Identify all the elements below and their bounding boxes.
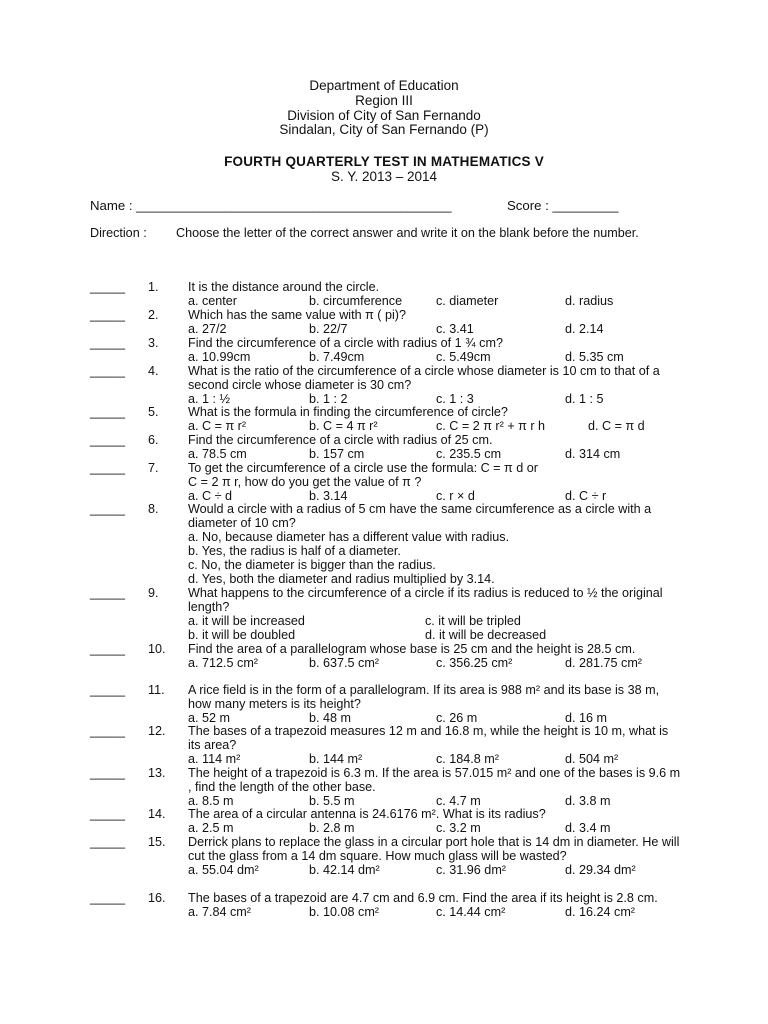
option-d: d. 3.4 m xyxy=(565,820,611,835)
answer-blank[interactable]: _____ xyxy=(90,683,126,697)
options-row xyxy=(188,323,684,337)
options-row xyxy=(188,448,684,462)
option-c: c. 3.2 m xyxy=(436,820,481,835)
option-c: c. 1 : 3 xyxy=(436,391,474,406)
options-row xyxy=(188,295,684,309)
options-row xyxy=(188,822,684,836)
option-b: b. 42.14 dm² xyxy=(309,862,380,877)
question-number: 4. xyxy=(148,364,159,378)
option-c: c. it will be tripled xyxy=(425,613,521,628)
direction-text: Choose the letter of the correct answer and write it on the blank before the number. xyxy=(176,226,639,240)
option-c: c. 3.41 xyxy=(436,321,474,336)
answer-blank[interactable]: _____ xyxy=(90,405,126,419)
option-b: b. 48 m xyxy=(309,710,351,725)
answer-blank[interactable]: _____ xyxy=(90,642,126,656)
question-text: It is the distance around the circle. xyxy=(188,280,380,294)
school-year: S. Y. 2013 – 2014 xyxy=(330,169,438,184)
option-b: b. C = 4 π r² xyxy=(309,418,378,433)
option-d: d. Yes, both the diameter and radius multiplied by 3.14. xyxy=(188,571,495,586)
options-row xyxy=(188,864,684,878)
option-d: d. 3.8 m xyxy=(565,793,611,808)
question-number: 6. xyxy=(148,433,159,447)
option-d: d. radius xyxy=(565,293,614,308)
question-text: What happens to the circumference of a circle if its radius is reduced to ½ the original length? xyxy=(188,586,663,614)
option-a: a. 114 m² xyxy=(188,751,241,766)
question-number: 11. xyxy=(148,683,165,697)
option-b: b. 157 cm xyxy=(309,446,365,461)
option-c: c. 14.44 cm² xyxy=(436,904,506,919)
answer-blank[interactable]: _____ xyxy=(90,364,126,378)
question-number: 10. xyxy=(148,642,166,656)
option-b: b. circumference xyxy=(309,293,403,308)
question-number: 9. xyxy=(148,586,159,600)
question-text: A rice field is in the form of a parallelogram. If its area is 988 m² and its base is 38 m, how many meters is its height? xyxy=(188,683,660,711)
option-d: d. 1 : 5 xyxy=(565,391,604,406)
options-row xyxy=(188,629,684,643)
option-b: b. 637.5 cm² xyxy=(309,655,379,670)
option-d: d. 2.14 xyxy=(565,321,604,336)
option-d: d. C ÷ r xyxy=(565,488,607,503)
option-b: b. it will be doubled xyxy=(188,627,296,642)
question-text: Find the circumference of a circle with radius of 25 cm. xyxy=(188,433,493,447)
answer-blank[interactable]: _____ xyxy=(90,586,126,600)
option-a: a. C = π r² xyxy=(188,418,247,433)
question-text: What is the formula in finding the circumference of circle? xyxy=(188,405,508,419)
question-number: 3. xyxy=(148,336,159,350)
option-d: d. it will be decreased xyxy=(425,627,547,642)
answer-blank[interactable]: _____ xyxy=(90,502,126,516)
option-c: c. 184.8 m² xyxy=(436,751,499,766)
option-c: c. 235.5 cm xyxy=(436,446,502,461)
option-b: b. 7.49cm xyxy=(309,349,365,364)
option-c: c. diameter xyxy=(436,293,499,308)
option-a: a. 55.04 dm² xyxy=(188,862,259,877)
option-b: b. 1 : 2 xyxy=(309,391,348,406)
question-number: 5. xyxy=(148,405,159,419)
question-text: To get the circumference of a circle use the formula: C = π d or xyxy=(188,461,538,475)
header-address: Sindalan, City of San Fernando (P) xyxy=(279,122,489,138)
option-d: d. 504 m² xyxy=(565,751,619,766)
option-d: d. C = π d xyxy=(588,418,645,433)
option-a: a. 712.5 cm² xyxy=(188,655,258,670)
school-header xyxy=(0,79,768,138)
answer-blank[interactable]: _____ xyxy=(90,807,126,821)
options-row xyxy=(188,753,684,767)
question-text: What is the ratio of the circumference of a circle whose diameter is 10 cm to that of a second circle whose diameter is 30 cm? xyxy=(188,364,660,392)
option-d: d. 29.34 dm² xyxy=(565,862,636,877)
option-a: a. 2.5 m xyxy=(188,820,234,835)
options-row xyxy=(188,657,684,671)
option-a: a. No, because diameter has a different value with radius. xyxy=(188,529,510,544)
option-b: b. 10.08 cm² xyxy=(309,904,379,919)
options-row xyxy=(188,615,684,629)
option-c: c. 31.96 dm² xyxy=(436,862,506,877)
answer-blank[interactable]: _____ xyxy=(90,308,126,322)
question-text: Find the circumference of a circle with radius of 1 ¾ cm? xyxy=(188,336,503,350)
answer-blank[interactable]: _____ xyxy=(90,766,126,780)
option-a: a. 8.5 m xyxy=(188,793,234,808)
header-department: Department of Education xyxy=(309,78,459,93)
answer-blank[interactable]: _____ xyxy=(90,724,126,738)
question-text: Derrick plans to replace the glass in a circular port hole that is 14 dm in diameter. He will cut the glass from a 14 dm square. How much glass will be wasted? xyxy=(188,835,680,863)
option-c: c. No, the diameter is bigger than the radius. xyxy=(188,557,436,572)
option-a: a. 27/2 xyxy=(188,321,227,336)
direction-label: Direction : xyxy=(90,226,147,240)
option-a: a. 7.84 cm² xyxy=(188,904,251,919)
question-number: 16. xyxy=(148,891,166,905)
question-number: 8. xyxy=(148,502,159,516)
score-field[interactable]: Score : _________ xyxy=(507,198,619,213)
option-a: a. 1 : ½ xyxy=(188,391,231,406)
option-a: a. 10.99cm xyxy=(188,349,251,364)
option-c: c. 356.25 cm² xyxy=(436,655,513,670)
option-a: a. C ÷ d xyxy=(188,488,233,503)
question-number: 2. xyxy=(148,308,159,322)
answer-blank[interactable]: _____ xyxy=(90,835,126,849)
question-number: 7. xyxy=(148,461,159,475)
question-text-continued: C = 2 π r, how do you get the value of π ? xyxy=(188,474,422,489)
option-b: b. Yes, the radius is half of a diameter. xyxy=(188,543,401,558)
question-number: 12. xyxy=(148,724,166,738)
answer-blank[interactable]: _____ xyxy=(90,461,126,475)
option-a: a. 52 m xyxy=(188,710,230,725)
options-row xyxy=(188,906,684,920)
answer-blank[interactable]: _____ xyxy=(90,433,126,447)
option-a: a. center xyxy=(188,293,238,308)
question-number: 13. xyxy=(148,766,166,780)
option-b: b. 3.14 xyxy=(309,488,348,503)
header-division: Division of City of San Fernando xyxy=(287,107,481,123)
option-c: c. 26 m xyxy=(436,710,478,725)
question-text: The bases of a trapezoid are 4.7 cm and 6.9 cm. Find the area if its height is 2.8 cm. xyxy=(188,891,658,905)
header-region: Region III xyxy=(355,92,413,108)
option-b: b. 2.8 m xyxy=(309,820,355,835)
answer-blank[interactable]: _____ xyxy=(90,280,126,294)
question-text: Would a circle with a radius of 5 cm have the same circumference as a circle with a diameter of 10 cm? xyxy=(188,502,652,530)
option-c: c. C = 2 π r² + π r h xyxy=(436,418,546,433)
question-text: The area of a circular antenna is 24.6176 m². What is its radius? xyxy=(188,807,546,821)
option-b: b. 22/7 xyxy=(309,321,348,336)
option-c: c. r × d xyxy=(436,488,475,503)
question-text: The height of a trapezoid is 6.3 m. If the area is 57.015 m² and one of the bases is 9.6 m , find the length of the other base. xyxy=(188,766,681,794)
option-c: c. 4.7 m xyxy=(436,793,481,808)
question-text: The bases of a trapezoid measures 12 m and 16.8 m, while the height is 10 m, what is its area? xyxy=(188,724,669,752)
option-d: d. 5.35 cm xyxy=(565,349,624,364)
name-field[interactable]: Name : ___________________________________________ xyxy=(90,198,452,213)
question-text: Which has the same value with π ( pi)? xyxy=(188,308,406,322)
options-row xyxy=(188,420,684,434)
question-text: Find the area of a parallelogram whose base is 25 cm and the height is 28.5 cm. xyxy=(188,642,636,656)
question-number: 14. xyxy=(148,807,166,821)
option-d: d. 16 m xyxy=(565,710,607,725)
option-d: d. 281.75 cm² xyxy=(565,655,643,670)
option-a: a. 78.5 cm xyxy=(188,446,247,461)
answer-blank[interactable]: _____ xyxy=(90,891,126,905)
question-number: 1. xyxy=(148,280,159,294)
answer-blank[interactable]: _____ xyxy=(90,336,126,350)
option-b: b. 144 m² xyxy=(309,751,363,766)
test-title-main: FOURTH QUARTERLY TEST IN MATHEMATICS V xyxy=(224,154,544,169)
test-title xyxy=(0,154,768,184)
option-d: d. 314 cm xyxy=(565,446,621,461)
option-c: c. 5.49cm xyxy=(436,349,491,364)
options-row xyxy=(188,351,684,365)
option-a: a. it will be increased xyxy=(188,613,305,628)
option-d: d. 16.24 cm² xyxy=(565,904,635,919)
question-number: 15. xyxy=(148,835,166,849)
option-b: b. 5.5 m xyxy=(309,793,355,808)
